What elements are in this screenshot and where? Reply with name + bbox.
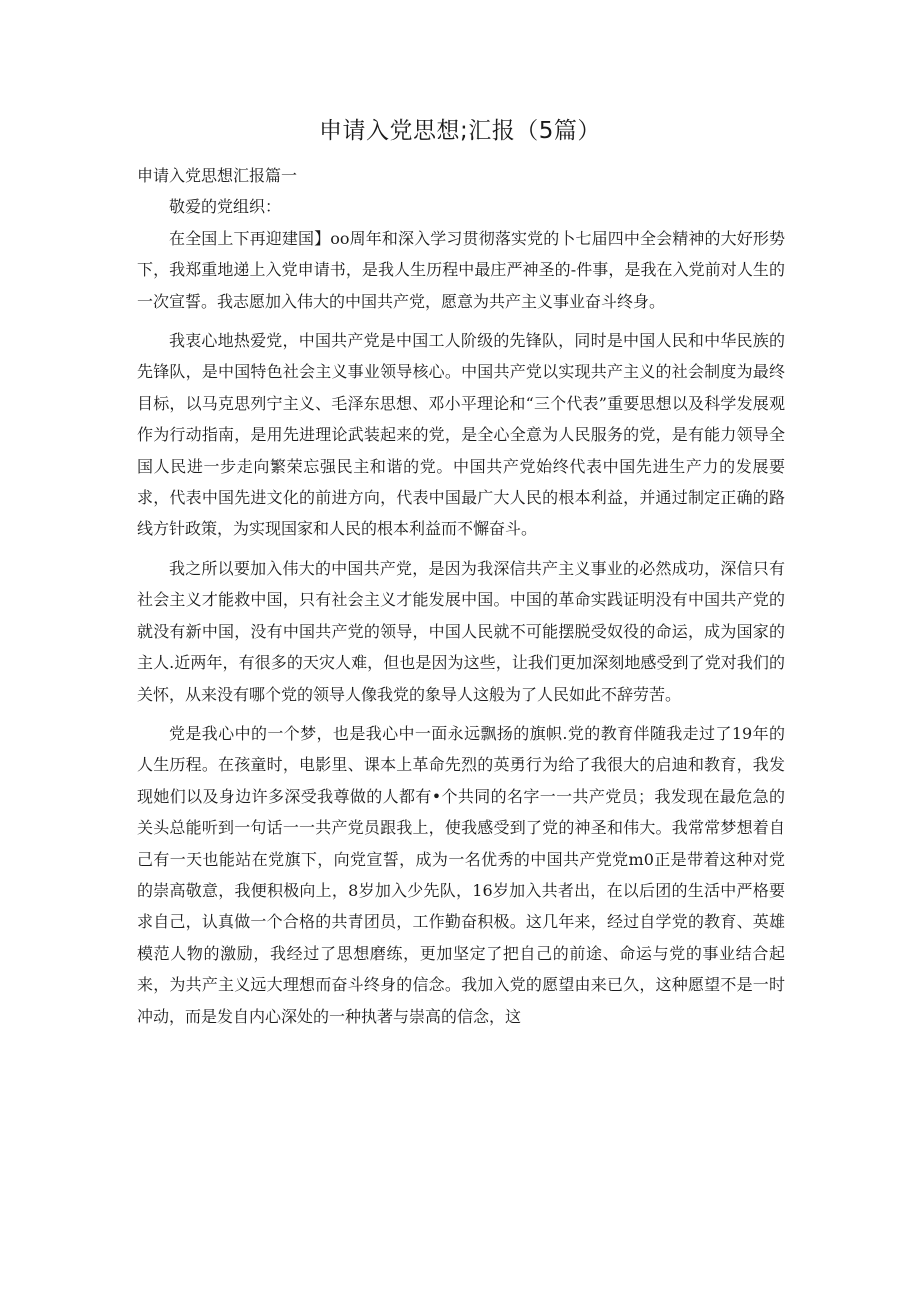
document-title: 申请入党思想;汇报（5篇） (319, 118, 601, 144)
paragraph-1: 在全国上下再迎建国】oo周年和深入学习贯彻落实党的卜七届四中全会精神的大好形势下，我郑重地递上入党申请书，是我人生历程中最庄严神圣的-件事，是我在入党前对人生的一次宣誓。我志愿加入伟大的中国共产党，愿意为共产主义事业奋斗终身。 (137, 228, 785, 311)
paragraph-3: 我之所以要加入伟大的中国共产党，是因为我深信共产主义事业的必然成功，深信只有社会主义才能救中国，只有社会主义才能发展中国。中国的革命实践证明没有中国共产党的就没有新中国，没有中国共产党的领导，中国人民就不可能摆脱受奴役的命运，成为国家的主人.近两年，有很多的天灾人难，但也是因为这些，让我们更加深刻地感受到了党对我们的关怀，从来没有哪个党的领导人像我党的象导人这般为了人民如此不辞劳苦。 (137, 558, 785, 704)
paragraph-4: 党是我心中的一个梦，也是我心中一面永远飘扬的旗帜.党的教育伴随我走过了19年的人生历程。在孩童时，电影里、课本上革命先烈的英勇行为给了我很大的启迪和教育，我发现她们以及身边许多深受我尊做的人都有•个共同的名字一一共产党员；我发现在最危急的关头总能听到一句话一一共产党员跟我上，使我感受到了党的神圣和伟大。我常常梦想着自己有一天也能站在党旗下，向党宣誓，成为一名优秀的中国共产党党m0正是带着这种对党的崇高敬意，我便积极向上，8岁加入少先队，16岁加入共者出，在以后团的生活中严格要求自己，认真做一个合格的共青团员，工作勤奋积极。这几年来，经过自学党的教育、英雄模范人物的激励，我经过了思想磨练，更加坚定了把自己的前途、命运与党的事业结合起来，为共产主义远大理想而奋斗终身的信念。我加入党的愿望由来已久，这种愿望不是一时冲动，而是发自内心深处的一种执著与崇高的信念，这 (137, 723, 785, 1026)
section-heading: 申请入党思想汇报篇一 (137, 166, 298, 185)
paragraph-2: 我衷心地热爱党，中国共产党是中国工人阶级的先锋队，同时是中国人民和中华民族的先锋队，是中国特色社会主义事业领导核心。中国共产党以实现共产主义的社会制度为最终目标，以马克思列宁主义、毛泽东思想、邓小平理论和“三个代表”重要思想以及科学发展观作为行动指南，是用先进理论武装起来的党，是全心全意为人民服务的党，是有能力领导全国人民进一步走向繁荣忘强民主和谐的党。中国共产党始终代表中国先进生产力的发展要求，代表中国先进文化的前进方向，代表中国最广大人民的根本利益，并通过制定正确的路线方针政策，为实现国家和人民的根本利益而不懈奋斗。 (137, 331, 785, 539)
document-body (137, 160, 785, 1032)
salutation: 敬爱的党组织： (169, 197, 282, 217)
